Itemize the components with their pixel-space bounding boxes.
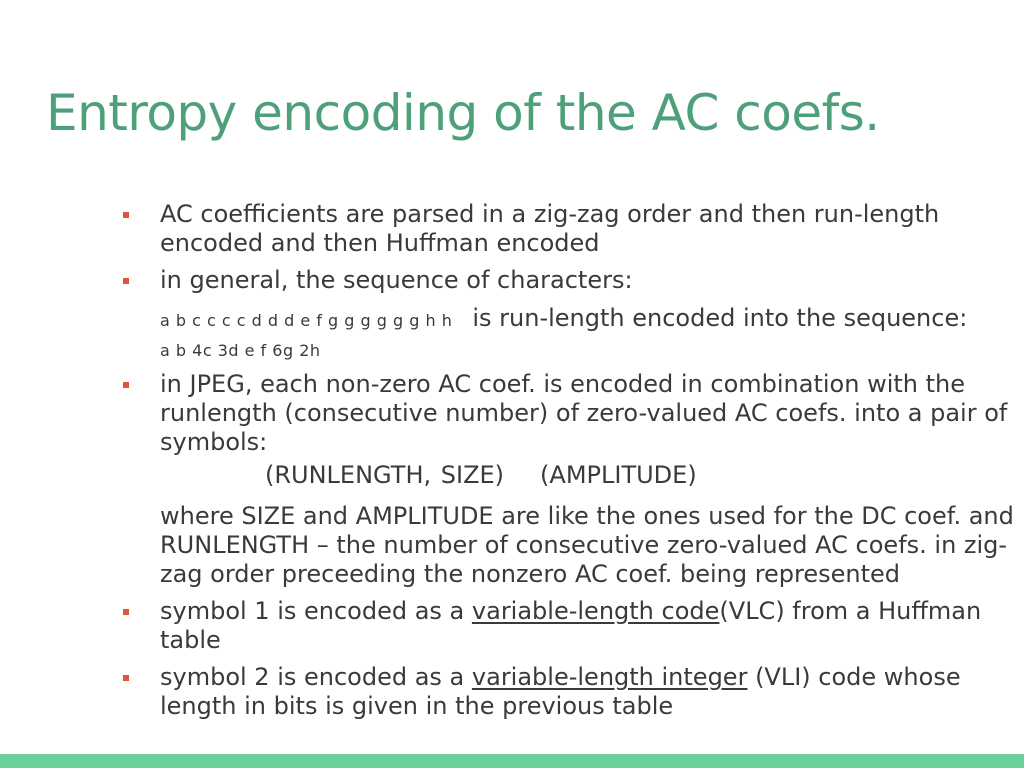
bullet-text-pre: symbol 1 is encoded as a: [160, 597, 472, 625]
symbol2-label: (AMPLITUDE): [540, 461, 697, 489]
sequence-output: a b 4c 3d e f 6g 2h: [160, 341, 321, 360]
bullet-text: in general, the sequence of characters:: [160, 266, 633, 294]
bullet-text: in JPEG, each non-zero AC coef. is encoded in combination with the runlength (consecutive number) of zero-valued AC coefs. into a pair of symbols:: [160, 370, 1008, 456]
bullet-item-jpeg: [120, 370, 1020, 589]
sequence-output-line: [160, 337, 1020, 362]
symbol1-label: (RUNLENGTH, SIZE): [265, 461, 505, 489]
vli-link[interactable]: variable-length integer: [471, 663, 748, 691]
square-bullet-icon: [123, 278, 129, 284]
footer-bar: [0, 754, 1024, 768]
sequence-input: a b c c c c d d d e f g g g g g g h h: [160, 311, 453, 330]
bullet-item-zigzag: [120, 200, 1020, 258]
bullet-item-symbol2: [120, 663, 1020, 721]
bullet-item-symbol1: [120, 597, 1020, 655]
bullet-text-pre: symbol 2 is encoded as a: [160, 663, 472, 691]
bullet-text: AC coefficients are parsed in a zig-zag order and then run-length encoded and then Huffman encoded: [160, 200, 940, 257]
bullet-text-post: (VLC) from a Huffman table: [160, 597, 982, 654]
square-bullet-icon: [123, 675, 129, 681]
square-bullet-icon: [123, 212, 129, 218]
square-bullet-icon: [123, 382, 129, 388]
sequence-line: [160, 302, 1020, 337]
bullet-text-post: (VLI) code whose length in bits is given in the previous table: [160, 663, 961, 720]
where-paragraph: where SIZE and AMPLITUDE are like the ones used for the DC coef. and RUNLENGTH – the number of consecutive zero-valued AC coefs. in zig-zag order preceeding the nonzero AC coef. being represented: [160, 502, 1014, 588]
bullet-item-sequence: [120, 266, 1020, 362]
symbol-pair: [160, 461, 1020, 490]
sequence-description: is run-length encoded into the sequence:: [472, 304, 968, 332]
vlc-link[interactable]: variable-length code: [471, 597, 720, 625]
slide-body: [120, 200, 1020, 721]
slide-title: Entropy encoding of the AC coefs.: [46, 84, 880, 142]
square-bullet-icon: [123, 609, 129, 615]
